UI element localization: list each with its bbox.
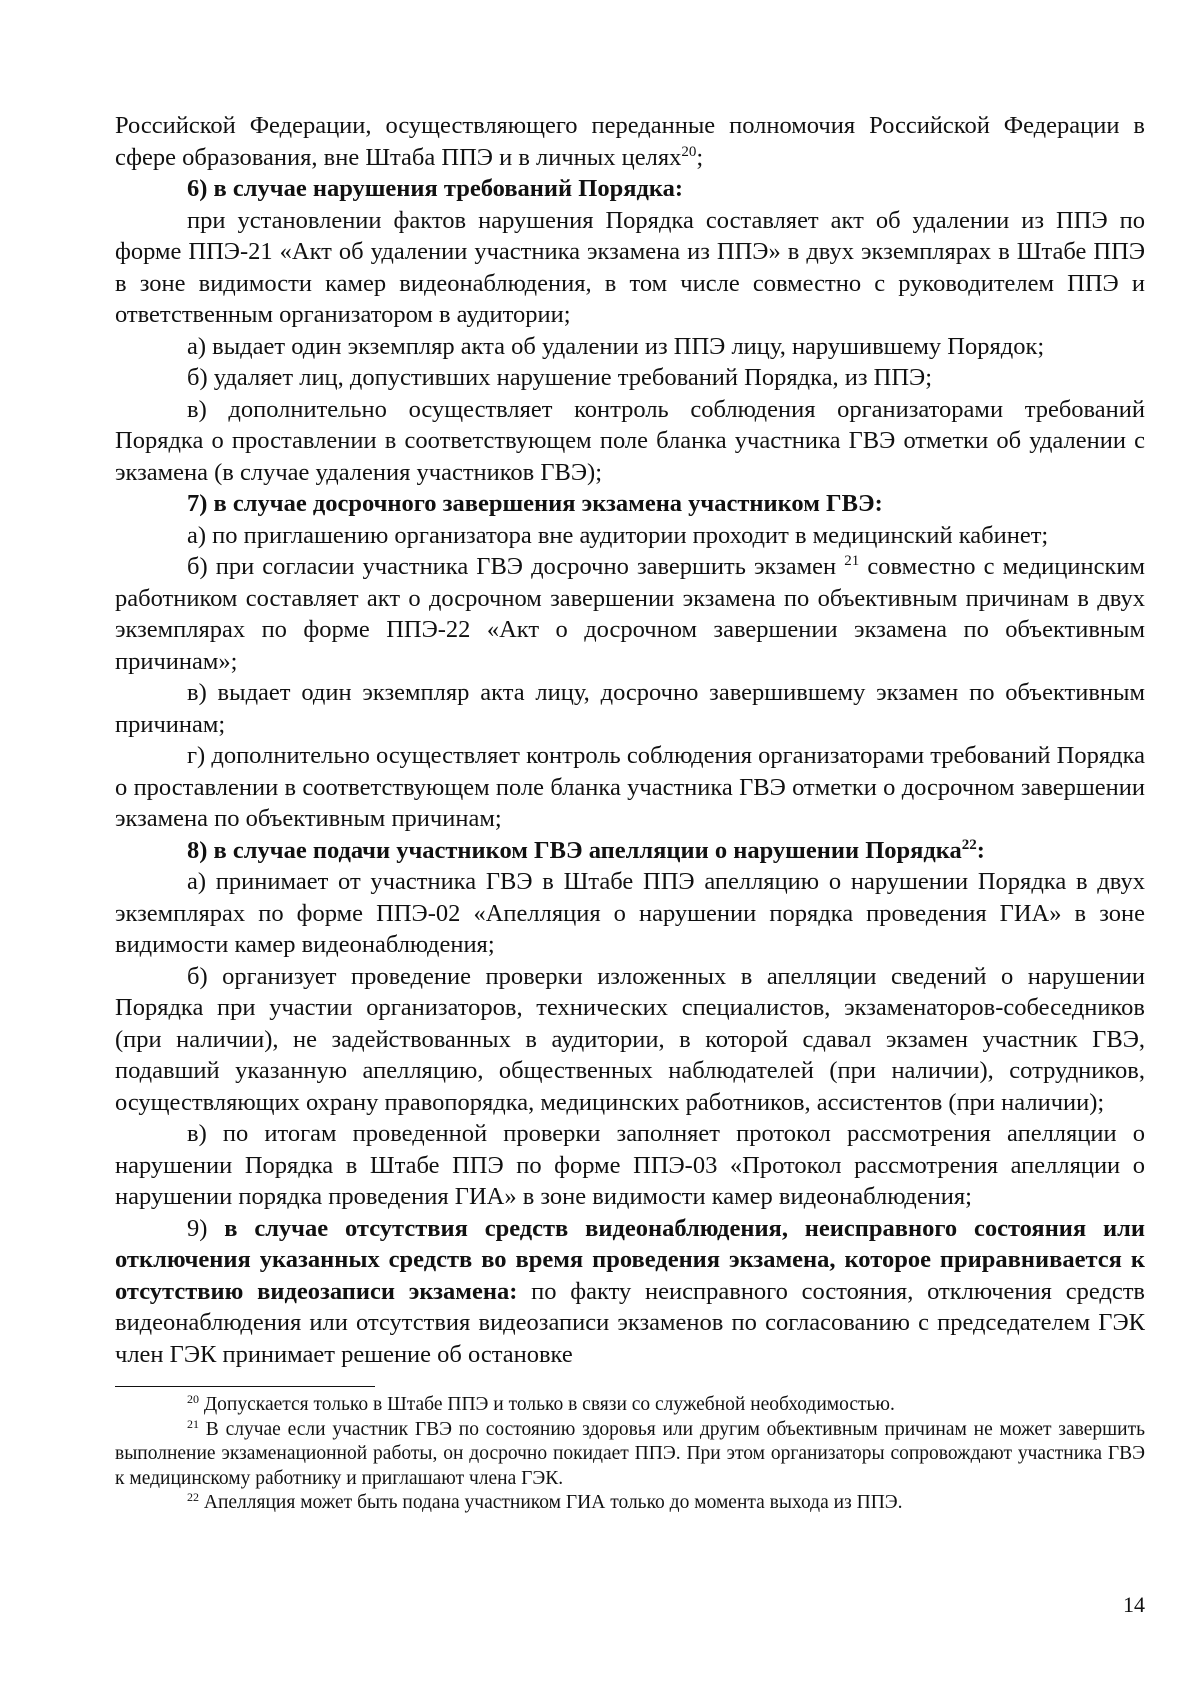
paragraph-8-v: в) по итогам проведенной проверки заполняет протокол рассмотрения апелляции о нарушении Порядка в Штабе ППЭ по форме ППЭ-03 «Протокол рассмотрения апелляции о нарушении порядка проведения ГИА» в зоне видимости камер видеонаблюдения; [115,1120,1145,1210]
paragraph-7-v: в) выдает один экземпляр акта лицу, досрочно завершившему экзамен по объективным причинам; [115,679,1145,738]
heading-end: : [976,836,985,864]
paragraph-6-b: б) удаляет лиц, допустивших нарушение требований Порядка, из ППЭ; [187,364,933,391]
footnote-ref-22[interactable]: 22 [961,836,977,853]
paragraph-7-a: а) по приглашению организатора вне аудитории проходит в медицинский кабинет; [187,521,1049,549]
paragraph-9 [115,1213,1145,1371]
paragraph-text: по факту неисправного состояния, отключения средств видеонаблюдения или отсутствия видеозаписи экзаменов по согласованию с председателем ГЭК член ГЭК принимает решение об остановке [115,1277,1145,1368]
footnote-text: Допускается только в Штабе ППЭ и только в связи со служебной необходимостью. [199,1394,895,1415]
paragraph-7-b [115,551,1145,677]
footnote-separator [115,1386,375,1387]
paragraph-text: совместно с медицинским работником составляет акт о досрочном завершении экзамена по объективным причинам в двух экземплярах по форме ППЭ-22 «Акт о досрочном завершении экзамена по объективным причинам»; [115,553,1146,675]
section-heading-7: 7) в случае досрочного завершения экзамена участником ГВЭ: [187,490,883,517]
paragraph-6-a: а) выдает один экземпляр акта об удалении из ППЭ лицу, нарушившему Порядок; [187,332,1045,360]
footnote-number: 22 [187,1490,199,1504]
footnote-text: В случае если участник ГВЭ по состоянию здоровья или другим объективным причинам не может завершить выполнение экзаменационной работы, он досрочно покидает ППЭ. При этом организаторы сопровождают участника ГВЭ к медицинскому работнику и приглашают члена ГЭК. [115,1418,1145,1489]
document-page [115,110,1145,1516]
body-text [115,110,1145,1370]
section-heading-8 [115,835,1145,867]
footnotes [115,1393,1145,1516]
page-number: 14 [1123,1592,1145,1617]
section-heading-6: 6) в случае нарушения требований Порядка: [187,175,684,202]
footnote-20 [115,1393,1145,1418]
paragraph-6-v: в) дополнительно осуществляет контроль соблюдения организаторами требований Порядка о проставлении в соответствующем поле бланка участника ГВЭ отметки об удалении с экзамена (в случае удаления участников ГВЭ); [115,395,1145,486]
item-number: 9) [187,1214,225,1242]
paragraph-text: б) при согласии участника ГВЭ досрочно завершить экзамен [187,553,845,580]
footnote-ref-21[interactable]: 21 [844,553,860,569]
footnote-number: 21 [187,1416,199,1431]
footnote-ref-20[interactable]: 20 [681,143,697,160]
paragraph-8-b: б) организует проведение проверки изложенных в апелляции сведений о нарушении Порядка при участии организаторов, технических специалистов, экзаменаторов-собеседников (при наличии), не задействованных в аудитории, в которой сдавал экзамен участник ГВЭ, подавший указанную апелляцию, общественных наблюдателей (при наличии), сотрудников, осуществляющих охрану правопорядка, медицинских работников, ассистентов (при наличии); [115,962,1145,1116]
heading-text: 8) в случае подачи участником ГВЭ апелляции о нарушении Порядка [187,836,962,864]
paragraph-end: ; [696,143,704,171]
paragraph-8-a: а) принимает от участника ГВЭ в Штабе ППЭ апелляцию о нарушении Порядка в двух экземплярах по форме ППЭ-02 «Апелляция о нарушении порядка проведения ГИА» в зоне видимости камер видеонаблюдения; [115,868,1145,958]
footnote-number: 20 [187,1392,199,1406]
paragraph-7-g: г) дополнительно осуществляет контроль соблюдения организаторами требований Порядка о проставлении в соответствующем поле бланка участника ГВЭ отметки о досрочном завершении экзамена по объективным причинам; [115,742,1145,832]
footnote-text: Апелляция может быть подана участником ГИА только до момента выхода из ППЭ. [199,1492,903,1513]
section-heading-9: в случае отсутствия средств видеонаблюдения, неисправного состояния или отключения указанных средств во время проведения экзамена, которое приравнивается к отсутствию видеозаписи экзамена: [115,1214,1145,1305]
footnote-21 [115,1418,1145,1492]
paragraph-6-intro: при установлении фактов нарушения Порядка составляет акт об удалении из ППЭ по форме ППЭ-21 «Акт об удалении участника экзамена из ППЭ» в двух экземплярах в Штабе ППЭ в зоне видимости камер видеонаблюдения, в том числе совместно с руководителем ППЭ и ответственным организатором в аудитории; [115,206,1145,328]
footnote-22 [115,1491,1145,1516]
continuation-paragraph [115,110,1145,173]
paragraph-text: Российской Федерации, осуществляющего переданные полномочия Российской Федерации в сфере образования, вне Штаба ППЭ и в личных целях [115,112,1145,171]
